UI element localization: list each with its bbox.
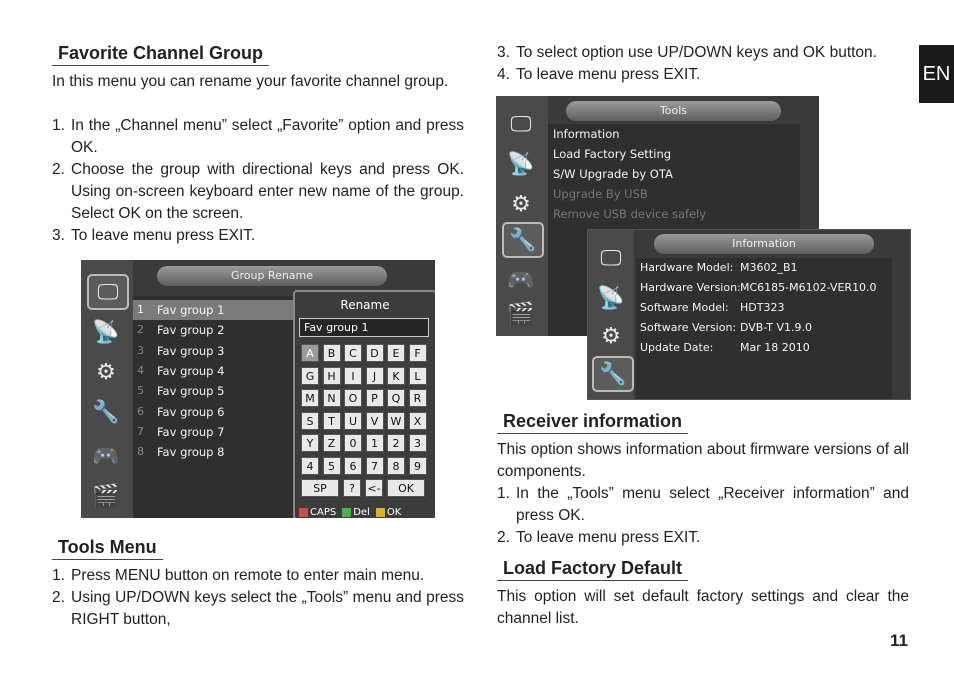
list-item-number: 2. [52,589,65,606]
list-item-number: 1. [52,117,65,134]
tools-menu-item-label: S/W Upgrade by OTA [553,167,673,181]
info-value: DVB-T V1.9.0 [740,321,813,334]
key-m[interactable]: M [301,389,319,407]
group-index: 8 [137,445,144,459]
key-g[interactable]: G [301,367,319,385]
list-item-text: To leave menu press EXIT. [71,227,256,244]
receiver-intro: This option shows information about firmware versions of all components. [497,441,909,480]
key-2[interactable]: 2 [387,434,405,452]
key-special[interactable]: <- [365,479,383,497]
key-b[interactable]: B [323,344,341,362]
group-list [133,296,293,518]
favorite-steps [52,115,464,247]
list-item [52,159,464,225]
group-row[interactable] [133,381,293,401]
key-3[interactable]: 3 [409,434,427,452]
legend-swatch [299,508,308,517]
list-item [52,565,464,587]
group-row[interactable] [133,341,293,361]
tools-steps-continued [497,42,909,86]
gamepad-icon: 🎮 [92,443,120,469]
key-q[interactable]: Q [387,389,405,407]
list-item-number: 2. [52,161,65,178]
information-table [636,258,892,399]
legend-swatch [342,508,351,517]
info-label: Update Date: [640,341,714,354]
gamepad-icon: 🎮 [507,267,535,293]
group-label: Fav group 5 [157,384,225,399]
list-item-text: Using UP/DOWN keys select the „Tools” menu and press RIGHT button, [71,589,464,628]
list-item-number: 3. [52,227,65,244]
key-5[interactable]: 5 [323,457,341,475]
legend-label: Del [353,507,370,518]
legend-label: OK [386,507,402,518]
group-rename-screenshot [81,260,435,518]
list-item-text: In the „Channel menu” select „Favorite” option and press OK. [71,117,464,156]
key-7[interactable]: 7 [366,457,384,475]
key-i[interactable]: I [344,367,362,385]
menu-icon-column [496,96,548,336]
tools-icon: 🔧 [92,399,120,425]
group-index: 1 [137,303,144,316]
key-special[interactable]: OK [387,479,425,497]
tools-menu-item-label: Information [553,127,620,141]
receiver-information-heading: Receiver information [497,411,688,434]
list-item-number: 4. [497,66,510,83]
group-label: Fav group 2 [157,323,225,338]
group-index: 4 [137,363,144,377]
key-9[interactable]: 9 [409,457,427,475]
key-z[interactable]: Z [323,434,341,452]
group-label: Fav group 3 [157,343,225,358]
info-label: Software Model: [640,301,729,314]
list-item-text: To select option use UP/DOWN keys and OK button. [516,44,877,61]
key-v[interactable]: V [366,412,384,430]
menu-icon-column [588,230,634,399]
key-0[interactable]: 0 [344,434,362,452]
tools-menu-item [548,204,800,224]
key-r[interactable]: R [409,389,427,407]
group-index: 5 [137,384,144,398]
list-item-number: 1. [497,485,510,502]
group-row[interactable] [133,402,293,422]
info-label: Software Version: [640,321,737,334]
legend-item [299,507,336,518]
tools-icon: 🔧 [502,222,544,258]
list-item [52,115,464,159]
key-y[interactable]: Y [301,434,319,452]
tv-icon: 🖵 [87,274,129,310]
tools-menu-item-label: Remove USB device safely [553,207,707,221]
favorite-intro: In this menu you can rename your favorite channel group. [52,73,449,90]
factory-intro: This option will set default factory settings and clear the channel list. [497,588,909,627]
group-row[interactable] [133,422,293,442]
list-item [52,587,464,631]
satellite-dish-icon: 📡 [597,285,625,311]
list-item [497,527,909,549]
key-n[interactable]: N [323,389,341,407]
list-item-text: To leave menu press EXIT. [516,66,701,83]
menu-icon-column [81,260,133,518]
info-label: Hardware Model: [640,261,734,274]
group-row[interactable] [133,320,293,340]
tools-menu-item[interactable] [548,164,800,184]
group-label: Fav group 4 [157,363,225,378]
key-special[interactable]: ? [343,479,361,497]
group-row[interactable] [133,442,293,462]
legend-label: CAPS [310,507,337,518]
list-item-text: To leave menu press EXIT. [516,529,701,546]
key-e[interactable]: E [387,344,405,362]
group-index: 6 [137,404,144,418]
key-j[interactable]: J [366,367,384,385]
keyboard-legend [299,507,401,518]
key-u[interactable]: U [344,412,362,430]
tools-menu-item-label: Upgrade By USB [553,187,648,201]
key-8[interactable]: 8 [387,457,405,475]
list-item-number: 1. [52,567,65,584]
key-x[interactable]: X [409,412,427,430]
group-label: Fav group 8 [157,445,225,460]
key-special[interactable]: SP [301,479,339,497]
list-item [497,42,909,64]
group-label: Fav group 1 [157,303,225,317]
legend-item [376,507,401,518]
key-t[interactable]: T [323,412,341,430]
key-4[interactable]: 4 [301,457,319,475]
tools-steps [52,565,464,631]
list-item-text: In the „Tools” menu select „Receiver information” and press OK. [516,485,909,524]
satellite-dish-icon: 📡 [92,319,120,345]
group-row[interactable] [133,361,293,381]
key-d[interactable]: D [366,344,384,362]
key-o[interactable]: O [344,389,362,407]
legend-swatch [376,508,385,517]
key-k[interactable]: K [387,367,405,385]
favorite-channel-group-heading: Favorite Channel Group [52,43,269,66]
list-item-text: Choose the group with directional keys and press OK. Using on-screen keyboard enter new name of the group. Select OK on the screen. [71,161,464,222]
tools-menu-item-label: Load Factory Setting [553,147,672,161]
key-s[interactable]: S [301,412,319,430]
keyboard-title: Rename [340,298,390,312]
page-number: 11 [890,631,908,650]
tools-icon: 🔧 [592,356,634,392]
group-index: 2 [137,323,144,337]
tv-icon: 🖵 [600,245,622,271]
key-c[interactable]: C [344,344,362,362]
tv-icon: 🖵 [510,111,532,137]
list-item [52,225,464,247]
info-value: MC6185-M6102-VER10.0 [740,281,877,294]
group-label: Fav group 6 [157,404,225,419]
tools-menu-item[interactable] [548,124,800,144]
info-value: Mar 18 2010 [740,341,810,354]
receiver-steps [497,483,909,549]
list-item-number: 3. [497,44,510,61]
list-item [497,64,909,86]
key-6[interactable]: 6 [344,457,362,475]
legend-item [342,507,370,518]
gears-icon: ⚙ [511,191,531,217]
key-1[interactable]: 1 [366,434,384,452]
key-w[interactable]: W [387,412,405,430]
language-tab: EN [919,45,954,103]
list-item-number: 2. [497,529,510,546]
key-a[interactable]: A [301,344,319,362]
load-factory-default-heading: Load Factory Default [497,558,688,581]
group-label: Fav group 7 [157,424,225,439]
gears-icon: ⚙ [601,323,621,349]
tools-menu-heading: Tools Menu [52,537,163,560]
info-label: Hardware Version: [640,281,741,294]
key-f[interactable]: F [409,344,427,362]
rename-input[interactable]: Fav group 1 [299,318,429,337]
key-l[interactable]: L [409,367,427,385]
key-p[interactable]: P [366,389,384,407]
clapperboard-icon: 🎬 [507,301,535,327]
info-value: HDT323 [740,301,785,314]
satellite-dish-icon: 📡 [507,151,535,177]
tools-title: Tools [566,101,781,121]
on-screen-keyboard [293,290,435,518]
group-index: 3 [137,343,144,357]
tools-menu-item[interactable] [548,144,800,164]
clapperboard-icon: 🎬 [92,483,120,509]
information-screenshot [587,229,911,400]
list-item [497,483,909,527]
information-title: Information [654,234,874,254]
group-index: 7 [137,424,144,438]
group-rename-title: Group Rename [157,266,387,286]
gears-icon: ⚙ [96,359,116,385]
group-row[interactable] [133,300,293,320]
key-h[interactable]: H [323,367,341,385]
tools-menu-item [548,184,800,204]
info-value: M3602_B1 [740,261,798,274]
list-item-text: Press MENU button on remote to enter main menu. [71,567,425,584]
